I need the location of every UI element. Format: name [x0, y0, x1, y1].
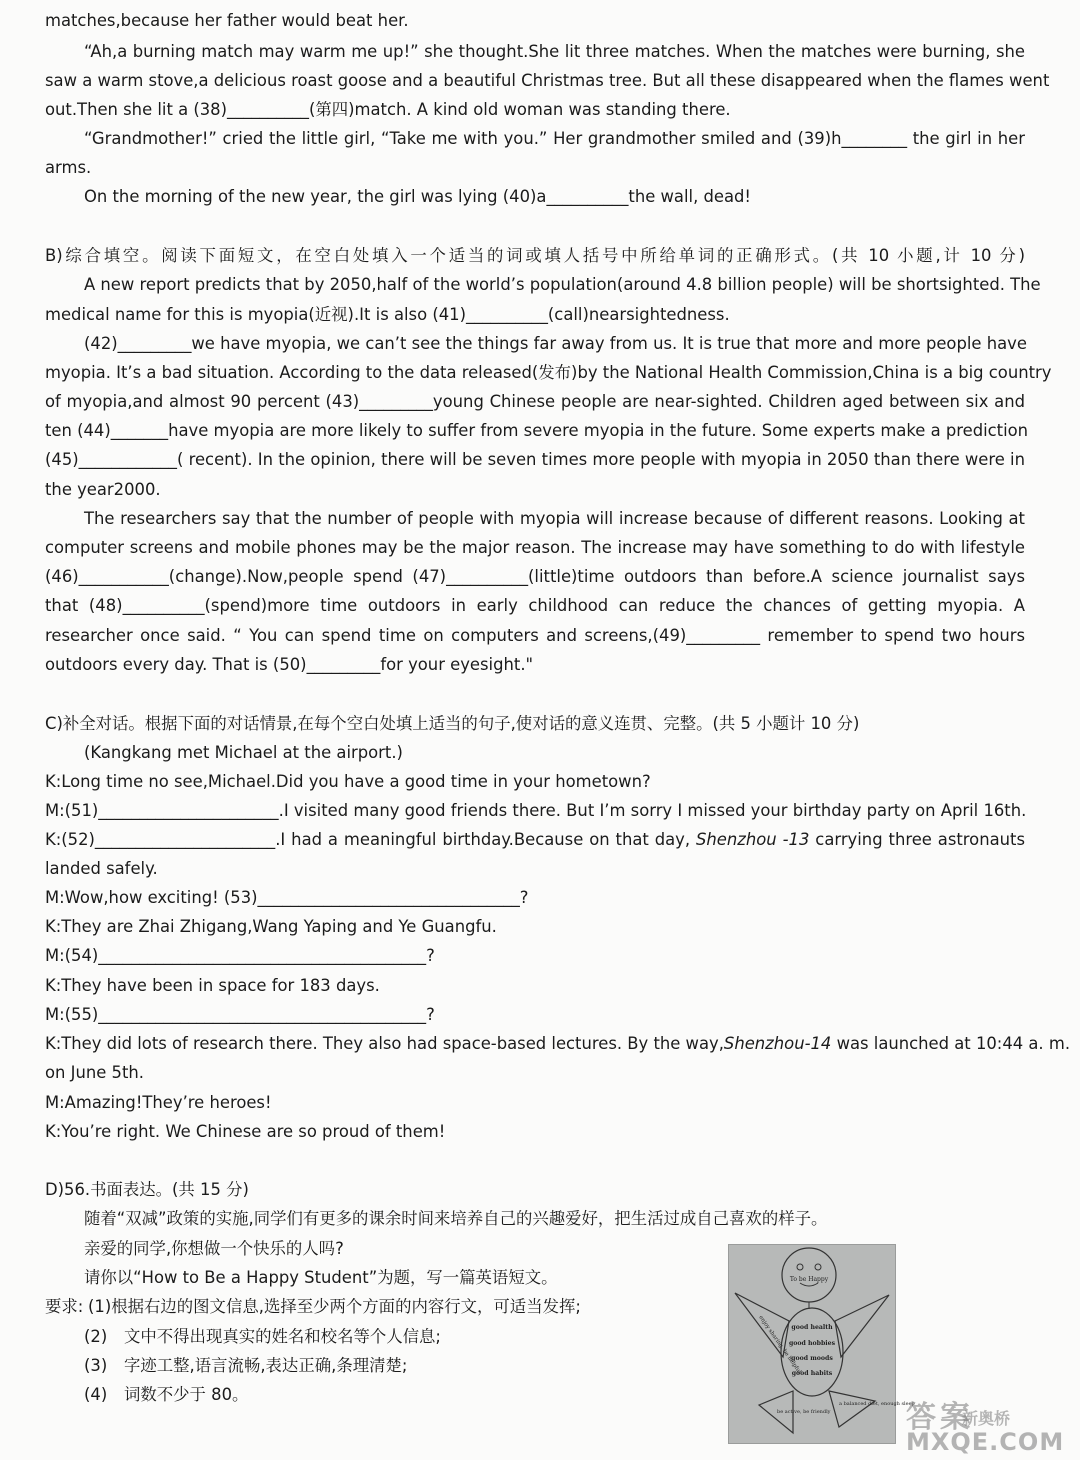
spacecraft-name: Shenzhou -13 [696, 830, 810, 849]
spacecraft-name: Shenzhou-14 [723, 1034, 832, 1053]
right-eye [815, 1264, 821, 1270]
dialogue-line [45, 830, 1025, 850]
dialogue-line: M:(55)________________________________________? [45, 1005, 435, 1024]
text-line: saw a warm stove,a delicious roast goose and a beautiful Christmas tree. But all these disappeared when the flames went [45, 71, 1050, 90]
requirement-number: (2) [84, 1327, 108, 1346]
dialogue-line: K:Long time no see,Michael.Did you have a good time in your hometown? [45, 772, 651, 791]
text-line: that (48)__________(spend)more time outdoors in early childhood can reduce the chances of getting myopia. A [45, 596, 1025, 615]
text-line: researcher once said. “ You can spend time on computers and screens,(49)_________ remember to spend two hours [45, 626, 1025, 645]
requirement-3: 字迹工整,语言流畅,表达正确,条理清楚; [124, 1356, 408, 1375]
happy-person-figure [728, 1244, 915, 1444]
dialogue-text: was launched at 10:44 a. m. [831, 1034, 1071, 1053]
happy-person-drawing [729, 1245, 915, 1443]
dialogue-line: M:(54)________________________________________? [45, 946, 435, 965]
body-item: good moods [791, 1355, 833, 1362]
text-line: outdoors every day. That is (50)_________for your eyesight." [45, 655, 534, 674]
dialogue-text: K:They did lots of research there. They also had space-based lectures. By the way, [45, 1034, 724, 1053]
dialogue-line: K:You’re right. We Chinese are so proud of them! [45, 1122, 446, 1141]
right-leg-label: a balanced diet, enough sleep [839, 1401, 915, 1407]
requirement-1: (1)根据右边的图文信息,选择至少两个方面的内容行文，可适当发挥; [88, 1297, 581, 1316]
head-label: To be Happy [789, 1276, 829, 1283]
text-line: the year2000. [45, 480, 161, 499]
text-line: (42)_________we have myopia, we can’t see the things far away from us. It is true that more and more people have [84, 334, 1027, 353]
body-shape [781, 1308, 843, 1396]
dialogue-line [45, 1034, 1071, 1054]
body-item: good health [791, 1324, 833, 1331]
text-line: out.Then she lit a (38)__________(第四)match. A kind old woman was standing there. [45, 100, 731, 119]
dialogue-line: M:(51)______________________.I visited many good friends there. But I’m sorry I missed your birthday party on April 16th. [45, 801, 1027, 820]
text-line: computer screens and mobile phones may be the major reason. The increase may have something to do with lifestyle [45, 538, 1025, 557]
text-line: (46)___________(change).Now,people spend (47)__________(little)time outdoors than before.A science journalist says [45, 567, 1025, 586]
text-line: ten (44)_______have myopia are more likely to suffer from severe myopia in the future. Some experts make a prediction [45, 421, 1029, 440]
dialogue-line: K:They are Zhai Zhigang,Wang Yaping and Ye Guangfu. [45, 917, 497, 936]
dialogue-line: K:They have been in space for 183 days. [45, 976, 380, 995]
prompt-line: 亲爱的同学,你想做一个快乐的人吗? [84, 1239, 344, 1258]
text-line: “Ah,a burning match may warm me up!” she thought.She lit three matches. When the matches were burning, she [84, 42, 1025, 61]
body-item: good habits [791, 1370, 833, 1377]
dialogue-line: M:Amazing!They’re heroes! [45, 1093, 272, 1112]
requirements-label: 要求: [45, 1297, 84, 1316]
text-line: The researchers say that the number of people with myopia will increase because of different reasons. Looking at [84, 509, 1025, 528]
requirement-4: 词数不少于 80。 [124, 1385, 249, 1404]
requirement-number: (3) [84, 1356, 108, 1375]
watermark [900, 1398, 1070, 1456]
watermark-bottom: MXQE.COM [906, 1428, 1065, 1456]
dialogue-text: K:(52)______________________.I had a meaningful birthday.Because on that day, [45, 830, 697, 849]
text-line: (45)____________( recent). In the opinion, there will be seven times more people with myopia in 2050 than there were in [45, 450, 1025, 469]
left-leg-label: be active, be friendly [777, 1409, 831, 1415]
dialogue-line: M:Wow,how exciting! (53)________________________________? [45, 888, 529, 907]
text-line: arms. [45, 158, 92, 177]
text-line: myopia. It’s a bad situation. According to the data released(发布)by the National Health Commission,China is a big country [45, 363, 1052, 382]
text-line: On the morning of the new year, the girl was lying (40)a__________the wall, dead! [84, 187, 752, 206]
right-leg-shape [829, 1391, 875, 1427]
head-shape [782, 1248, 836, 1302]
left-eye [797, 1264, 803, 1270]
watermark-top: 答案 [906, 1400, 974, 1435]
dialogue-text: carrying three astronauts [809, 830, 1025, 849]
text-line: matches,because her father would beat her. [45, 11, 409, 30]
requirement-2: 文中不得出现真实的姓名和校名等个人信息; [124, 1327, 441, 1346]
section-b-heading: B)综合填空。阅读下面短文，在空白处填入一个适当的词或填人括号中所给单词的正确形式。(共 10 小题,计 10 分) [45, 246, 1025, 265]
left-arm-label: enjoy sharing, be helpful [757, 1314, 802, 1375]
prompt-line: 请你以“How to Be a Happy Student”为题，写一篇英语短文。 [84, 1268, 558, 1287]
section-c-heading: C)补全对话。根据下面的对话情景,在每个空白处填上适当的句子,使对话的意义连贯、完整。(共 5 小题计 10 分) [45, 714, 860, 733]
text-line: medical name for this is myopia(近视).It is also (41)__________(call)nearsightedness. [45, 305, 730, 324]
requirement-number: (4) [84, 1385, 108, 1404]
smile-mouth [800, 1283, 818, 1286]
text-line: “Grandmother!” cried the little girl, “Take me with you.” Her grandmother smiled and (39)h________ the girl in her [84, 129, 1025, 148]
body-item: good hobbies [788, 1340, 836, 1347]
dialogue-line: landed safely. [45, 859, 158, 878]
text-line: A new report predicts that by 2050,half of the world’s population(around 4.8 billion people) will be shortsighted. The [84, 275, 1041, 294]
prompt-line: 随着“双减”政策的实施,同学们有更多的课余时间来培养自己的兴趣爱好，把生活过成自己喜欢的样子。 [84, 1209, 828, 1228]
text-line: of myopia,and almost 90 percent (43)_________young Chinese people are near-sighted. Children aged between six and [45, 392, 1025, 411]
dialogue-line: on June 5th. [45, 1063, 144, 1082]
section-d-heading: D)56.书面表达。(共 15 分) [45, 1180, 249, 1199]
dialogue-context: (Kangkang met Michael at the airport.) [84, 743, 403, 762]
watermark-mid: 新奥桥 [962, 1409, 1011, 1428]
